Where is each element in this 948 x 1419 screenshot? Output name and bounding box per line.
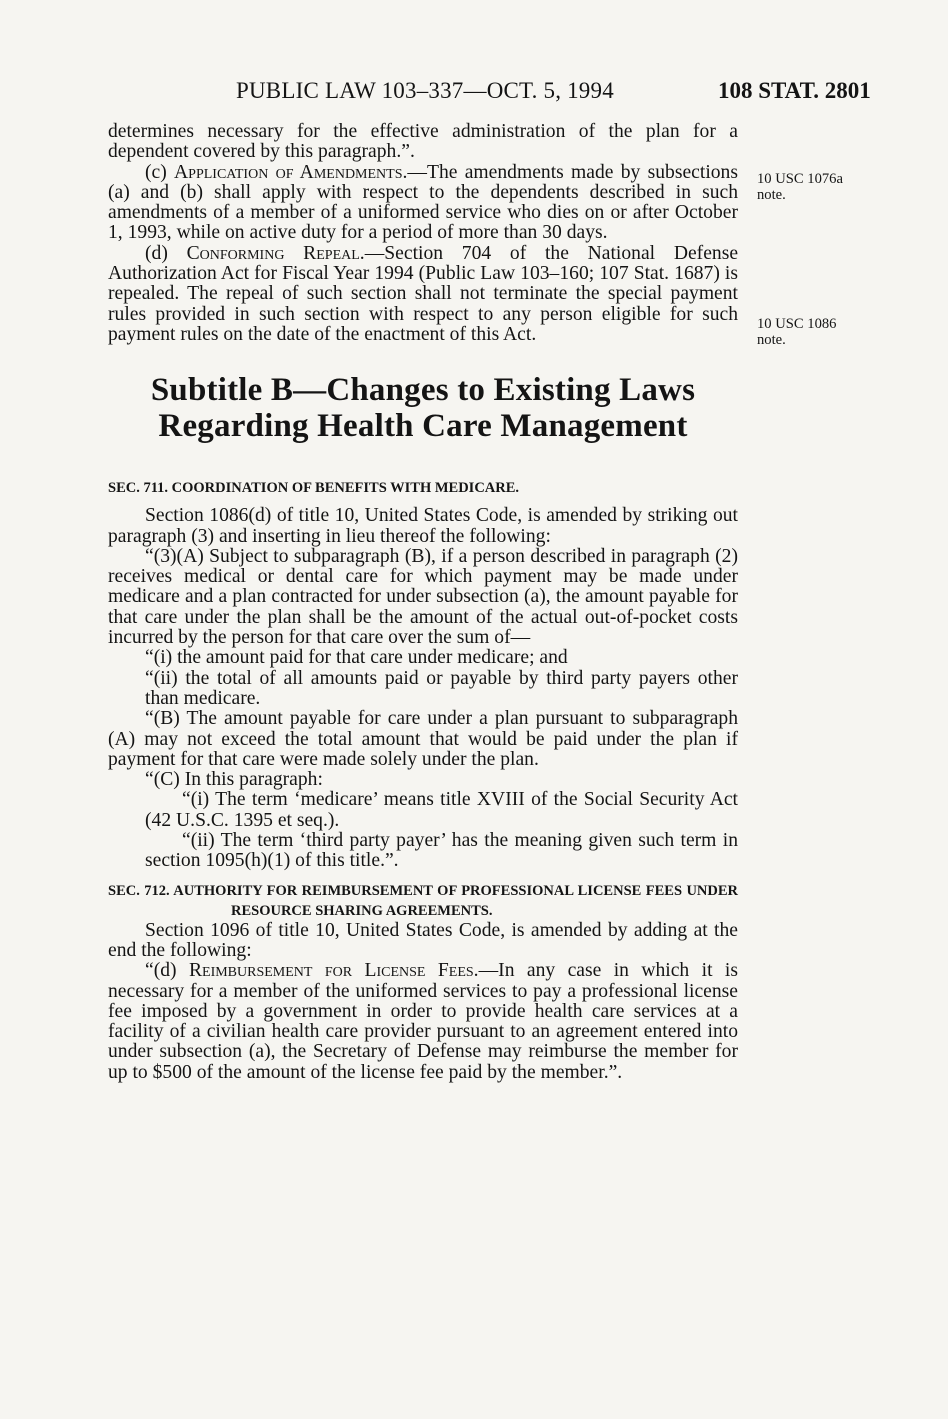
section-711-intro: Section 1086(d) of title 10, United States Code, is amended by striking out paragraph (3) and inserting in lieu thereof the following: (108, 505, 738, 547)
paragraph-d (108, 244, 738, 345)
subparagraph-c: “(C) In this paragraph: (145, 769, 323, 791)
margin-note-line: 10 USC 1076a (757, 171, 843, 187)
paragraph-c (108, 163, 738, 244)
running-header-law: PUBLIC LAW 103–337—OCT. 5, 1994 (236, 78, 614, 103)
margin-note-line: note. (757, 332, 786, 348)
clause-i: “(i) the amount paid for that care under medicare; and (145, 647, 568, 669)
paragraph-label: (c) (145, 161, 175, 183)
section-711-heading: SEC. 711. COORDINATION OF BENEFITS WITH MEDICARE. (108, 480, 520, 497)
running-header-stat: 108 STAT. 2801 (718, 78, 871, 103)
paragraph-heading: Reimbursement for License Fees (188, 960, 474, 982)
paragraph-heading: Application of Amendments (174, 161, 403, 183)
subtitle-heading (108, 372, 738, 444)
clause-ii: “(ii) the total of all amounts paid or payable by third party payers other than medicare. (145, 667, 738, 709)
definition-ii: “(ii) The term ‘third party payer’ has the meaning given such term in section 1095(h)(1) of this title.”. (145, 830, 738, 872)
paragraph-label: (d) (145, 242, 187, 264)
continuation-paragraph: determines necessary for the effective administration of the plan for a dependent covered by this paragraph.”. (108, 121, 738, 163)
paragraph-text: .—Section 704 of the National Defense Authorization Act for Fiscal Year 1994 (Public Law 103–160; 107 Stat. 1687) is repealed. The repeal of such section shall not terminate the special payment rules provided in such section with respect to any person eligible for such payment rules on the date of the enactment of this Act. (108, 242, 739, 345)
margin-note-1086 (757, 316, 836, 348)
subtitle-line: Subtitle B—Changes to Existing Laws (150, 372, 696, 409)
margin-note-line: 10 USC 1086 (757, 316, 837, 332)
section-712-intro: Section 1096 of title 10, United States Code, is amended by adding at the end the following: (108, 919, 738, 961)
definition-i: “(i) The term ‘medicare’ means title XVIII of the Social Security Act (42 U.S.C. 1395 et seq.). (145, 789, 738, 831)
document-body (108, 122, 738, 1083)
paragraph-heading: Conforming Repeal (186, 242, 360, 264)
paragraph-label: “(d) (145, 960, 189, 982)
margin-note-1076a (757, 171, 843, 203)
paragraph-text: .—In any case in which it is necessary for a member of the uniformed services to pay a professional license fee imposed by a government in order to provide health care services at a facility of a civilian health care provider pursuant to an agreement entered into under subsection (a), the Secretary of Defense may reimburse the member for up to $500 of the amount of the license fee paid by the member.”. (108, 960, 738, 1083)
subparagraph-3a: “(3)(A) Subject to subparagraph (B), if a person described in paragraph (2) receives medical or dental care for which payment may be made under medicare and a plan contracted for under subsection (a), the amount payable for that care under the plan shall be the amount of the actual out-of-pocket costs incurred by the person for that care over the sum of— (108, 545, 738, 649)
subparagraph-b: “(B) The amount payable for care under a plan pursuant to subparagraph (A) may not exceed the total amount that would be paid under the plan if payment for that care were made solely under the plan. (108, 708, 738, 770)
margin-note-line: note. (757, 187, 786, 203)
paragraph-text: .—The amendments made by subsections (a) and (b) shall apply with respect to the dependents described in such amendments of a member of a uniformed service who dies on or after October 1, 1993, while on active duty for a period of more than 30 days. (108, 161, 738, 244)
section-712-heading: SEC. 712. AUTHORITY FOR REIMBURSEMENT OF PROFESSIONAL LICENSE FEES UNDER RESOURCE SHARING AGREEMENTS. (108, 882, 738, 919)
subtitle-line: Regarding Health Care Management (158, 408, 688, 445)
section-712-subsection-d (108, 961, 738, 1083)
